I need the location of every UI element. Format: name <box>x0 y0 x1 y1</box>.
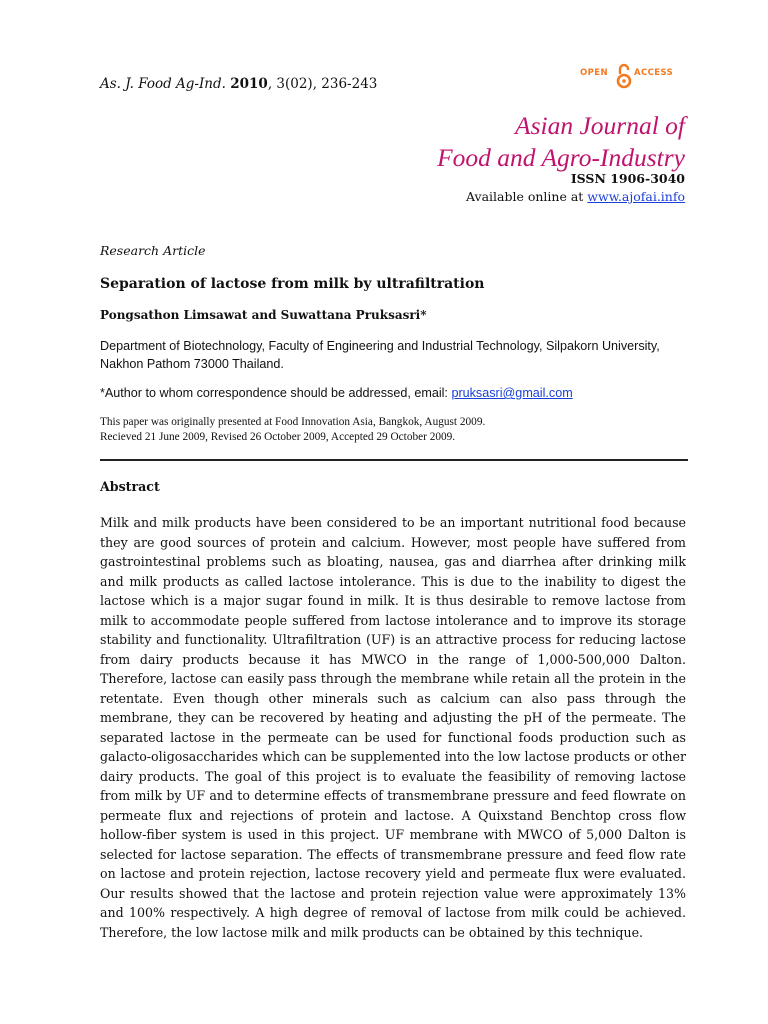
paper-title: Separation of lactose from milk by ultrafiltration <box>100 276 485 292</box>
citation-journal: As. J. Food Ag-Ind. <box>100 76 226 92</box>
journal-issn: ISSN 1906-3040 <box>570 171 685 186</box>
journal-title-line2: Food and Agro-Industry <box>437 143 685 172</box>
email-link[interactable]: pruksasri@gmail.com <box>451 386 573 400</box>
abstract-body: Milk and milk products have been considered to be an important nutritional food because they are good sources of protein and calcium. However, most people have suffered from gastrointestinal problems such as bloating, nausea, gas and diarrhea after drinking milk and milk products as called lactose intolerance. This is due to the inability to digest the lactose which is a major sugar found in milk. It is thus desirable to remove lactose from milk to accommodate people suffered from lactose intolerance and to improve its storage stability and functionality. Ultrafiltration (UF) is an attractive process for reducing lactose from dairy products because it has MWCO in the range of 1,000-500,000 Dalton. Therefore, lactose can easily pass through the membrane while retain all the protein in the retentate. Even though other minerals such as calcium can also pass through the membrane, they can be recovered by heating and adjusting the pH of the permeate. The separated lactose in the permeate can be used for functional foods production such as galacto-oligosaccharides which can be supplemented into the low lactose products or other dairy products. The goal of this project is to evaluate the feasibility of removing lactose from milk by UF and to determine effects of transmembrane pressure and feed flowrate on permeate flux and rejections of protein and lactose. A Quixstand Benchtop cross flow hollow-fiber system is used in this project. UF membrane with MWCO of 5,000 Dalton is selected for lactose separation. The effects of transmembrane pressure and feed flow rate on lactose and protein rejection, lactose recovery yield and permeate flux were evaluated. Our results showed that the lactose and protein rejection value were approximately 13% and 100% respectively. A high degree of removal of lactose from milk could be achieved. Therefore, the low lactose milk and milk products can be obtained by this technique. <box>100 515 686 940</box>
author-list: Pongsathon Limsawat and Suwattana Pruksasri* <box>100 308 427 322</box>
note-dates: Recieved 21 June 2009, Revised 26 October 2009, Accepted 29 October 2009. <box>100 431 456 443</box>
citation-line <box>100 76 377 92</box>
note-presented: This paper was originally presented at Food Innovation Asia, Bangkok, August 2009. <box>100 416 486 428</box>
citation-year: 2010 <box>230 76 268 92</box>
journal-title-line1: Asian Journal of <box>515 111 685 140</box>
available-online <box>466 189 685 204</box>
open-access-left-label: OPEN <box>580 68 608 78</box>
citation-volume-pages: , 3(02), 236-243 <box>267 76 378 92</box>
section-divider <box>100 459 688 461</box>
affiliation: Department of Biotechnology, Faculty of Engineering and Industrial Technology, Silpakorn University, Nakhon Pathom 73000 Thailand. <box>100 339 660 371</box>
correspondence-prefix: *Author to whom correspondence should be addressed, email: <box>100 386 452 400</box>
abstract-heading: Abstract <box>100 479 160 494</box>
open-lock-icon <box>616 62 632 90</box>
open-access-right-label: ACCESS <box>634 68 674 78</box>
open-access-logo <box>580 62 684 96</box>
article-type: Research Article <box>100 243 206 258</box>
journal-url-link[interactable]: www.ajofai.info <box>587 189 685 204</box>
correspondence <box>100 386 573 400</box>
available-online-prefix: Available online at <box>466 189 588 204</box>
